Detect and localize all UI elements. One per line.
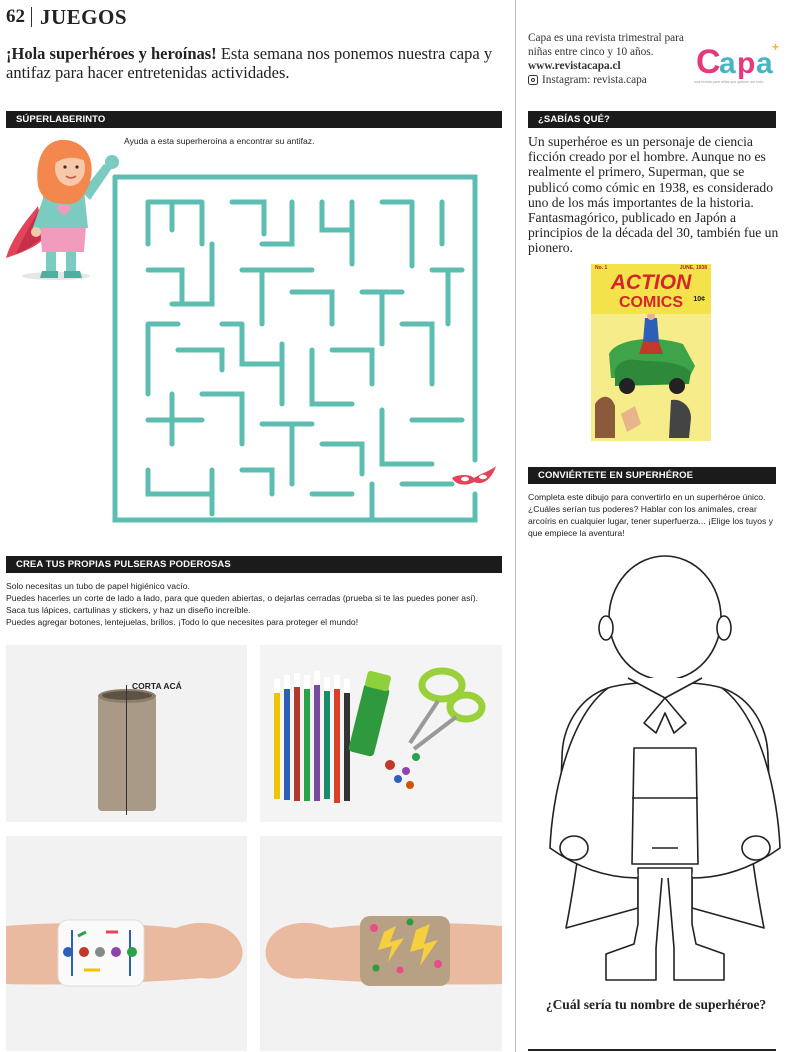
- svg-text:a: a: [756, 47, 773, 80]
- photo-paper-roll: [6, 645, 247, 822]
- masthead-website[interactable]: www.revistacapa.cl: [528, 60, 621, 72]
- instagram-icon: [528, 75, 538, 85]
- pulseras-line-3: Saca tus lápices, cartulinas y stickers, y haz un diseño increíble.: [6, 605, 251, 615]
- masthead-description: Capa es una revista trimestral para niñas entre cinco y 10 años.: [528, 32, 684, 58]
- svg-text:p: p: [737, 47, 756, 80]
- mask-illustration: [448, 460, 498, 490]
- comic-title-2: COMICS: [619, 294, 683, 311]
- comic-cover: [591, 264, 711, 441]
- svg-text:a: a: [719, 47, 736, 80]
- svg-text:C: C: [696, 43, 721, 81]
- page-header: [6, 4, 127, 30]
- sabias-title-bar: ¿SABÍAS QUÉ?: [528, 111, 776, 128]
- comic-issue: No. 1: [595, 265, 608, 271]
- maze: [112, 174, 478, 524]
- section-title: JUEGOS: [40, 4, 128, 29]
- photo-white-bracelet: [6, 836, 247, 1051]
- masthead-instagram-row: [528, 73, 700, 87]
- comic-price: 10¢: [693, 296, 705, 303]
- cut-label: CORTA ACÁ: [132, 681, 182, 691]
- column-divider: [515, 0, 516, 1052]
- photo-star-bracelet: [260, 836, 502, 1051]
- intro-rest: Esta semana nos ponemos nuestra capa y antifaz para hacer entretenidas actividades.: [6, 44, 493, 82]
- photo-materials: [260, 645, 502, 822]
- intro-text: [6, 44, 506, 82]
- conviertete-body: Completa este dibujo para convertirlo en un superhéroe único. ¿Cuáles serían tus poderes? Hablar con los animales, crear arcoíris en cualquier lugar, tener superfuerza... ¡Elige los tuyos y que empiece la aventura!: [528, 492, 774, 538]
- svg-text:+: +: [772, 40, 780, 54]
- maze-title-bar: SÚPERLABERINTO: [6, 111, 502, 128]
- pulseras-instructions: [6, 580, 506, 628]
- masthead: [528, 31, 700, 87]
- superhero-name-question: ¿Cuál sería tu nombre de superhéroe?: [545, 997, 767, 1012]
- page-number: 62: [6, 6, 25, 27]
- superhero-outline-drawing: [548, 548, 782, 988]
- header-divider: [31, 7, 32, 27]
- sabias-body: Un superhéroe es un personaje de ciencia ficción creado por el hombre. Aunque no es realmente el primero, Superman, que se publicó como cómic en 1938, es considerado uno de los más importantes de la historia. Fantasmagórico, publicado en Japón a principios de la década del 30, también fue un pionero.: [528, 134, 779, 256]
- bottom-rule: [528, 1049, 776, 1051]
- intro-bold: ¡Hola superhéroes y heroínas!: [6, 44, 217, 63]
- comic-title-1: ACTION: [610, 271, 692, 294]
- masthead-instagram[interactable]: Instagram: revista.capa: [542, 74, 647, 86]
- comic-date: JUNE, 1938: [679, 265, 707, 271]
- pulseras-title-bar: CREA TUS PROPIAS PULSERAS PODEROSAS: [6, 556, 502, 573]
- pulseras-line-4: Puedes agregar botones, lentejuelas, brillos. ¡Todo lo que necesites para proteger el mundo!: [6, 617, 359, 627]
- maze-instruction: Ayuda a esta superheroína a encontrar su antifaz.: [124, 136, 315, 146]
- capa-logo: [694, 36, 784, 92]
- conviertete-title-bar: CONVIÉRTETE EN SUPERHÉROE: [528, 467, 776, 484]
- logo-tagline: una revista para niñas que quieren ser todo: [694, 80, 764, 84]
- pulseras-line-1: Solo necesitas un tubo de papel higiénico vacío.: [6, 581, 190, 591]
- pulseras-line-2: Puedes hacerles un corte de lado a lado, para que queden abiertas, o dejarlas cerradas (prueba si te las puedes poner así).: [6, 593, 479, 603]
